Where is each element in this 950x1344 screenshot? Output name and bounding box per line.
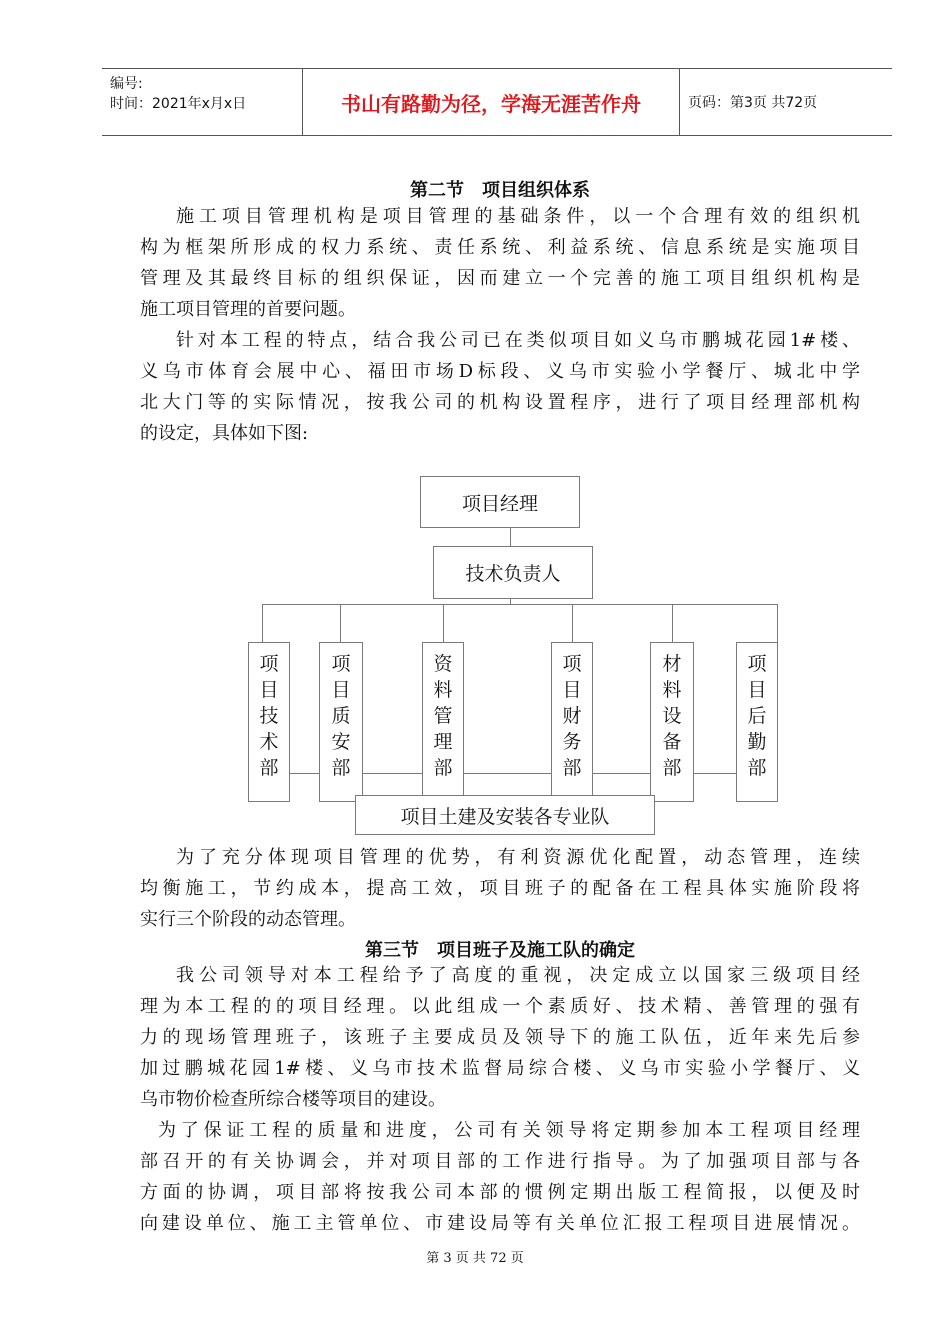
section2-paragraph-1 — [140, 201, 860, 325]
paragraph-3 — [140, 842, 860, 935]
text-line: 施工项目管理机构是项目管理的基础条件，以一个合理有效的组织机 — [176, 206, 860, 227]
text-line: 力的现场管理班子，该班子主要成员及领导下的施工队伍，近年来先后参 — [140, 1027, 860, 1048]
text-line: 均衡施工，节约成本，提高工效，项目班子的配备在工程具体实施阶段将 — [140, 878, 860, 899]
dept-box-quality-safety — [319, 642, 363, 802]
text-line: 针对本工程的特点，结合我公司已在类似项目如义乌市鹏城花园1#楼、 — [176, 330, 860, 351]
connector-line — [340, 604, 341, 642]
dept-label: 项目技术部 — [259, 653, 279, 779]
text-line: 方面的协调，项目部将按我公司本部的惯例定期出版工程简报，以便及时 — [140, 1182, 860, 1203]
connector-line — [262, 604, 263, 642]
text-line: 管理及其最终目标的组织保证，因而建立一个完善的施工项目组织机构是 — [140, 268, 860, 289]
dept-box-materials — [650, 642, 694, 802]
dept-box-finance — [551, 642, 593, 802]
dept-label: 材料设备部 — [662, 653, 682, 779]
manager-box: 项目经理 — [420, 476, 580, 528]
text-line: 的设定，具体如下图: — [140, 423, 309, 444]
connector-line — [572, 604, 573, 642]
section2-paragraph-2 — [140, 325, 860, 449]
text-line: 实行三个阶段的动态管理。 — [140, 909, 356, 930]
dept-label: 项目财务部 — [562, 653, 582, 779]
text-line: 加过鹏城花园1#楼、义乌市技术监督局综合楼、义乌市实验小学餐厅、义 — [140, 1058, 860, 1079]
dept-label: 项目质安部 — [331, 653, 351, 779]
text-line: 为了充分体现项目管理的优势，有利资源优化配置，动态管理，连续 — [176, 847, 860, 868]
tech-lead-box: 技术负责人 — [433, 546, 593, 599]
dept-label: 资料管理部 — [433, 653, 453, 779]
text-line: 我公司领导对本工程给予了高度的重视，决定成立以国家三级项目经 — [176, 965, 860, 986]
connector-line — [777, 604, 778, 642]
page-header — [102, 68, 892, 136]
text-line: 为了保证工程的质量和进度，公司有关领导将定期参加本工程项目经理 — [158, 1120, 860, 1141]
text-line: 施工项目管理的首要问题。 — [140, 299, 356, 320]
header-page-label: 页码：第3页 共72页 — [688, 95, 818, 111]
section3-paragraph-1 — [140, 960, 860, 1115]
section2-title: 第二节 项目组织体系 — [410, 180, 590, 201]
text-line: 理为本工程的的项目经理。以此组成一个素质好、技术精、善管理的强有 — [140, 996, 860, 1017]
number-label: 编号: — [110, 76, 143, 92]
header-motto: 书山有路勤为径，学海无涯苦作舟 — [303, 69, 680, 135]
teams-box: 项目土建及安装各专业队 — [355, 795, 655, 835]
text-line: 义乌市体育会展中心、福田市场D标段、义乌市实验小学餐厅、城北中学 — [140, 361, 860, 382]
section3-title: 第三节 项目班子及施工队的确定 — [365, 940, 635, 961]
dept-box-logistics — [736, 642, 778, 802]
text-line: 部召开的有关协调会，并对项目部的工作进行指导。为了加强项目部与各 — [140, 1151, 860, 1172]
text-line: 向建设单位、施工主管单位、市建设局等有关单位汇报工程项目进展情况。 — [140, 1213, 860, 1234]
connector-line — [443, 604, 444, 642]
text-line: 北大门等的实际情况，按我公司的机构设置程序，进行了项目经理部机构 — [140, 392, 860, 413]
page-footer: 第 3 页 共 72 页 — [426, 1251, 524, 1266]
connector-line — [510, 527, 511, 547]
dept-box-technical — [248, 642, 290, 802]
text-line: 构为框架所形成的权力系统、责任系统、利益系统、信息系统是实施项目 — [140, 237, 860, 258]
section3-paragraph-2 — [140, 1115, 860, 1239]
header-meta-cell — [102, 69, 303, 135]
dept-label: 项目后勤部 — [747, 653, 767, 779]
dept-box-documents — [422, 642, 464, 802]
text-line: 乌市物价检查所综合楼等项目的建设。 — [140, 1089, 446, 1110]
connector-line — [672, 604, 673, 642]
time-label: 时间：2021年x月x日 — [110, 96, 247, 112]
